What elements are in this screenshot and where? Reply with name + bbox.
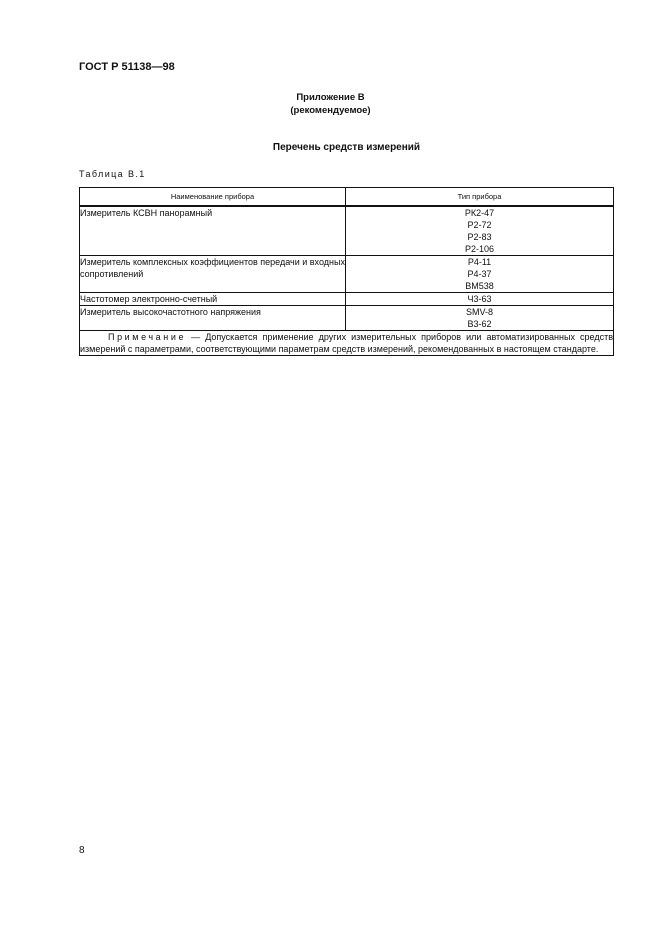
instrument-type: Р4-11 xyxy=(467,257,492,267)
document-code: ГОСТ Р 51138—98 xyxy=(79,61,175,73)
instrument-name: Измеритель комплексных коэффициентов передачи и входных сопротивлений xyxy=(80,256,346,293)
instrument-type: Ч3-63 xyxy=(467,294,492,304)
table-note-row xyxy=(80,331,614,356)
instrument-types xyxy=(346,293,614,306)
table-row xyxy=(80,206,614,256)
table-row xyxy=(80,306,614,331)
instrument-type: ВМ538 xyxy=(465,281,494,291)
table-label: Таблица В.1 xyxy=(79,169,146,179)
instrument-name: Измеритель высокочастотного напряжения xyxy=(80,306,346,331)
appendix-heading xyxy=(0,91,661,117)
note-text: — Допускается применение других измерительных приборов или автоматизированных средств измерений с параметрами, соответствующими параметрам средств измерений, рекомендованных в настоящем стандарте. xyxy=(80,332,613,354)
column-header-type: Тип прибора xyxy=(346,188,614,207)
table-note xyxy=(80,331,614,356)
instruments-table xyxy=(79,187,614,356)
instrument-type: Р2-83 xyxy=(467,232,492,242)
instrument-type: SMV-8 xyxy=(465,307,493,317)
instrument-types xyxy=(346,206,614,256)
appendix-subtitle: (рекомендуемое) xyxy=(290,105,371,116)
page-number: 8 xyxy=(79,845,85,856)
instrument-type: РК2-47 xyxy=(464,208,495,218)
section-title: Перечень средств измерений xyxy=(272,142,421,153)
table-row xyxy=(80,293,614,306)
instrument-type: В3-62 xyxy=(467,319,492,329)
table-row xyxy=(80,256,614,293)
instrument-type: Р2-72 xyxy=(467,220,492,230)
instrument-name: Частотомер электронно-счетный xyxy=(80,293,346,306)
instrument-types xyxy=(346,306,614,331)
instrument-type: Р2-106 xyxy=(464,244,495,254)
appendix-title: Приложение В xyxy=(296,92,365,103)
column-header-name: Наименование прибора xyxy=(80,188,346,207)
table-header-row xyxy=(80,188,614,207)
instrument-type: Р4-37 xyxy=(467,269,492,279)
note-label: Примечание xyxy=(108,332,187,342)
instrument-name: Измеритель КСВН панорамный xyxy=(80,206,346,256)
instrument-types xyxy=(346,256,614,293)
